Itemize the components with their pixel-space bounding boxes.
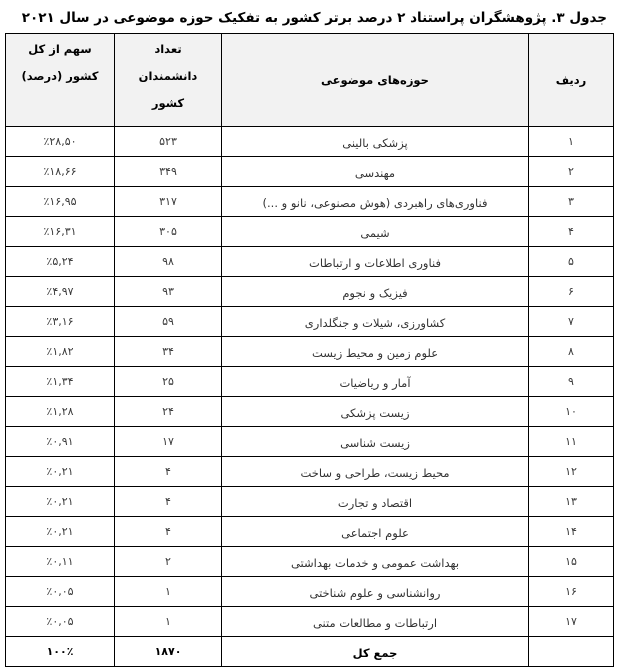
cell-row-number: ۲ (529, 157, 614, 187)
cell-subject: محیط زیست، طراحی و ساخت (222, 457, 529, 487)
table-row (6, 247, 614, 277)
cell-share: ٪۰,۱۱ (6, 547, 115, 577)
cell-share: ٪۱۶,۹۵ (6, 187, 115, 217)
cell-row-number: ۱۷ (529, 607, 614, 637)
cell-subject: روانشناسی و علوم شناختی (222, 577, 529, 607)
cell-share: ٪۱۸,۶۶ (6, 157, 115, 187)
header-row-number: ردیف (529, 34, 614, 127)
cell-count: ۹۳ (115, 277, 222, 307)
table-row (6, 217, 614, 247)
table-row (6, 577, 614, 607)
cell-count: ۳۱۷ (115, 187, 222, 217)
cell-count: ۲ (115, 547, 222, 577)
cell-share: ٪۰,۰۵ (6, 577, 115, 607)
cell-subject: زیست پزشکی (222, 397, 529, 427)
cell-row-number: ۳ (529, 187, 614, 217)
table-row (6, 157, 614, 187)
cell-share: ٪۰,۰۵ (6, 607, 115, 637)
cell-subject: کشاورزی، شیلات و جنگلداری (222, 307, 529, 337)
cell-subject: فناوری‌های راهبردی (هوش مصنوعی، نانو و ...) (222, 187, 529, 217)
cell-row-number: ۶ (529, 277, 614, 307)
cell-row-number: ۱۶ (529, 577, 614, 607)
table-row (6, 277, 614, 307)
cell-subject: شیمی (222, 217, 529, 247)
cell-subject: پزشکی بالینی (222, 127, 529, 157)
table-row (6, 487, 614, 517)
cell-count: ۹۸ (115, 247, 222, 277)
cell-row-number: ۹ (529, 367, 614, 397)
cell-total-share: ۱۰۰٪ (6, 637, 115, 667)
cell-row-number: ۱ (529, 127, 614, 157)
cell-count: ۲۴ (115, 397, 222, 427)
cell-subject: ارتباطات و مطالعات متنی (222, 607, 529, 637)
cell-subject: فیزیک و نجوم (222, 277, 529, 307)
cell-total-row-number (529, 637, 614, 667)
cell-count: ۲۵ (115, 367, 222, 397)
cell-row-number: ۱۵ (529, 547, 614, 577)
table-row (6, 397, 614, 427)
cell-count: ۴ (115, 457, 222, 487)
cell-row-number: ۷ (529, 307, 614, 337)
header-country-share (6, 34, 115, 127)
cell-share: ٪۳,۱۶ (6, 307, 115, 337)
cell-row-number: ۸ (529, 337, 614, 367)
cell-share: ٪۱,۸۲ (6, 337, 115, 367)
cell-share: ٪۰,۲۱ (6, 487, 115, 517)
cell-row-number: ۱۰ (529, 397, 614, 427)
cell-row-number: ۱۱ (529, 427, 614, 457)
cell-count: ۳۰۵ (115, 217, 222, 247)
cell-row-number: ۵ (529, 247, 614, 277)
cell-total-count: ۱۸۷۰ (115, 637, 222, 667)
header-share-line-1: سهم از کل (28, 42, 92, 56)
table-row (6, 337, 614, 367)
cell-count: ۱۷ (115, 427, 222, 457)
cell-count: ۳۴ (115, 337, 222, 367)
cell-row-number: ۱۳ (529, 487, 614, 517)
cell-row-number: ۱۴ (529, 517, 614, 547)
subject-area-table (5, 33, 614, 667)
cell-share: ٪۰,۲۱ (6, 457, 115, 487)
cell-share: ٪۵,۲۴ (6, 247, 115, 277)
cell-subject: زیست شناسی (222, 427, 529, 457)
cell-subject: فناوری اطلاعات و ارتباطات (222, 247, 529, 277)
table-row (6, 367, 614, 397)
total-row (6, 637, 614, 667)
table-header-row (6, 34, 614, 127)
cell-share: ٪۰,۹۱ (6, 427, 115, 457)
header-scientist-count (115, 34, 222, 127)
table-row (6, 127, 614, 157)
cell-share: ٪۲۸,۵۰ (6, 127, 115, 157)
cell-count: ۴ (115, 487, 222, 517)
cell-count: ۵۲۳ (115, 127, 222, 157)
cell-subject: علوم اجتماعی (222, 517, 529, 547)
cell-total-label: جمع کل (222, 637, 529, 667)
cell-count: ۳۴۹ (115, 157, 222, 187)
cell-share: ٪۱,۲۸ (6, 397, 115, 427)
cell-share: ٪۴,۹۷ (6, 277, 115, 307)
cell-subject: اقتصاد و تجارت (222, 487, 529, 517)
header-count-line-2: دانشمندان (138, 69, 198, 83)
cell-subject: علوم زمین و محیط زیست (222, 337, 529, 367)
cell-share: ٪۱۶,۳۱ (6, 217, 115, 247)
header-count-line-3: کشور (151, 96, 185, 110)
table-row (6, 547, 614, 577)
table-row (6, 517, 614, 547)
cell-share: ٪۱,۳۴ (6, 367, 115, 397)
cell-count: ۱ (115, 577, 222, 607)
header-share-line-2: کشور (درصد) (21, 69, 99, 83)
cell-row-number: ۴ (529, 217, 614, 247)
cell-row-number: ۱۲ (529, 457, 614, 487)
table-row (6, 457, 614, 487)
table-row (6, 307, 614, 337)
cell-subject: آمار و ریاضیات (222, 367, 529, 397)
cell-subject: مهندسی (222, 157, 529, 187)
table-caption: جدول ۳. پژوهشگران پراستناد ۲ درصد برتر کشور به تفکیک حوزه موضوعی در سال ۲۰۲۱ (21, 10, 607, 26)
cell-count: ۱ (115, 607, 222, 637)
cell-count: ۴ (115, 517, 222, 547)
table-row (6, 427, 614, 457)
cell-subject: بهداشت عمومی و خدمات بهداشتی (222, 547, 529, 577)
cell-share: ٪۰,۲۱ (6, 517, 115, 547)
header-subject-area: حوزه‌های موضوعی (222, 34, 529, 127)
cell-count: ۵۹ (115, 307, 222, 337)
table-row (6, 187, 614, 217)
header-count-line-1: تعداد (154, 42, 182, 56)
table-row (6, 607, 614, 637)
